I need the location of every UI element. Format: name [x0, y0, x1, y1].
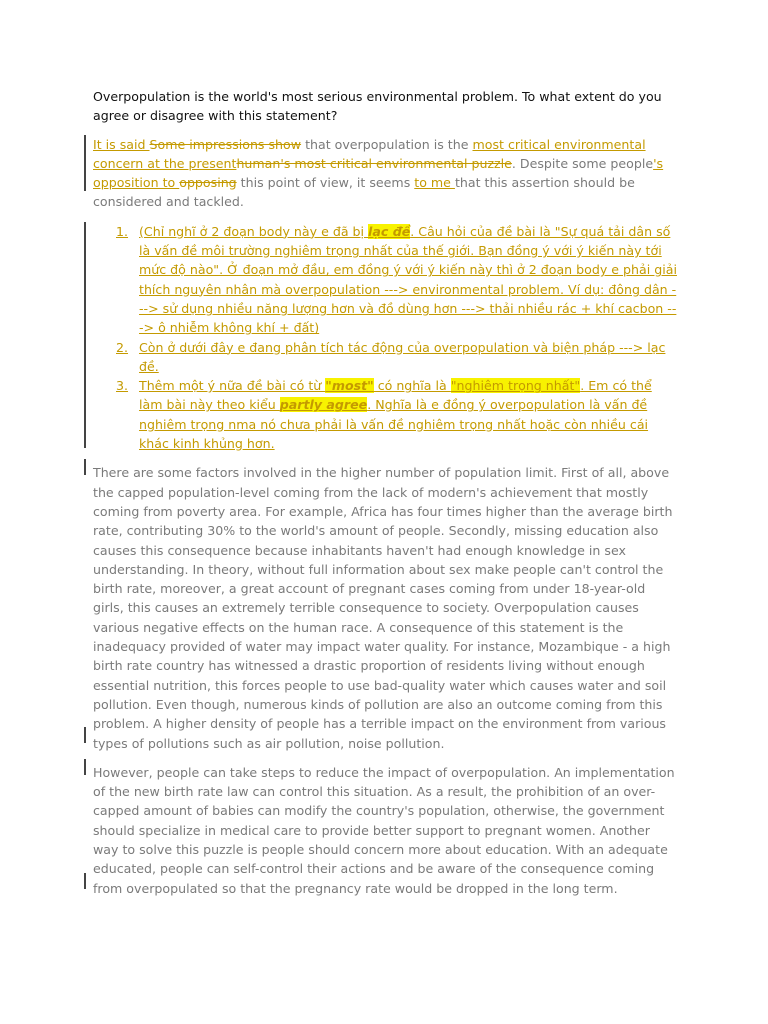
inserted-text: 's opposition to	[93, 155, 664, 191]
note-text: Còn ở dưới đây e đang phân tích tác động của overpopulation và biện pháp ---> lạc đề.	[139, 339, 666, 374]
note-item	[93, 376, 678, 453]
note-text: . Em có thể làm bài này theo kiểu	[139, 378, 652, 413]
note-text: có nghĩa là	[373, 378, 451, 394]
intro-text: . Despite some people	[511, 155, 654, 171]
deleted-text: Some impressions show	[149, 136, 302, 152]
intro-paragraph	[93, 135, 678, 212]
deleted-text: human's most critical environmental puzzle	[236, 155, 512, 171]
note-text: Thêm một ý nữa đề bài có từ	[139, 378, 326, 394]
intro-text: this point of view, it seems	[236, 175, 415, 191]
highlighted-text: "nghiêm trọng nhất"	[450, 378, 581, 394]
body-paragraph-text: There are some factors involved in the higher number of population limit. First of all, above the capped population-level coming from the lack of modern's achievement that mostly coming from poverty area. For example, Africa has four times higher than the average birth rate, contributing 30% to the world's amount of people. Secondly, missing education also causes this consequence because inhabitants haven't had enough knowledge in sex understanding. In theory, without full information about sex make people can't control the birth rate, moreover, a great account of pregnant cases coming from under 18-year-old girls, this causes an extremely terrible consequence to society. Overpopulation causes various negative effects on the human race. A consequence of this statement is the inadequacy provided of water may impact water quality. For instance, Mozambique - a high birth rate country has witnessed a drastic proportion of residents living without enough essential nutrition, this forces people to use bad-quality water which causes water and soil pollution. Even though, numerous kinds of pollution are also an outcome coming from this problem. A higher density of people has a terrible impact on the environment from various types of pollutions such as air pollution, noise pollution.	[93, 465, 673, 751]
note-number: 1.	[116, 223, 129, 239]
intro-text: that this assertion should be considered and tackled.	[93, 175, 635, 210]
change-bar	[84, 135, 86, 191]
essay-prompt: Overpopulation is the world's most serious environmental problem. To what extent do you agree or disagree with this statement?	[93, 89, 662, 124]
inserted-text: It is said	[93, 136, 150, 152]
change-bar	[84, 222, 86, 448]
inserted-text: most critical environmental concern at the present	[93, 136, 646, 171]
reviewer-notes-list	[93, 222, 678, 454]
body-paragraph-1	[93, 463, 678, 752]
note-text: . Câu hỏi của đề bài là "Sự quá tải dân số là vấn đề môi trường nghiêm trọng nhất của thế giới. Bạn đồng ý với ý kiến này tới mức độ nào". Ở đoạn mở đầu, em đồng ý với ý kiến này thì ở 2 đoạn body e phải giải thích nguyên nhân mà overpopulation ---> environmental problem. Ví dụ: đông dân ---> sử dụng nhiều năng lượng hơn và đồ dùng hơn ---> thải nhiều rác + khí cacbon ---> ô nhiễm không khí + đất)	[139, 223, 677, 336]
note-item	[93, 338, 678, 377]
body-paragraph-text: However, people can take steps to reduce the impact of overpopulation. An implementation of the new birth rate law can control this situation. As a result, the prohibition of an over-capped amount of babies can modify the country's population, otherwise, the government should specialize in medical care to provide better support to pregnant women. Another way to solve this puzzle is people should concern more about education. With an adequate educated, people can self-control their actions and be aware of the consequence coming from overpopulated so that the pregnancy rate would be dropped in the long term.	[93, 764, 675, 896]
note-number: 2.	[116, 339, 129, 355]
body-paragraph-2	[93, 763, 678, 898]
document-page	[93, 87, 678, 908]
inserted-text: to me	[414, 175, 455, 191]
change-bar	[84, 759, 86, 775]
change-bar	[84, 727, 86, 743]
change-bar	[84, 459, 86, 475]
note-text: . Nghĩa là e đồng ý overpopulation là vấn đề nghiêm trọng nma nó chưa phải là vấn đề nghiêm trọng nhất hoặc còn nhiều cái khác kinh khủng hơn.	[139, 397, 649, 452]
note-item	[93, 222, 678, 338]
note-text: (Chỉ nghĩ ở 2 đoạn body này e đã bị	[139, 223, 369, 239]
deleted-text: opposing	[179, 175, 237, 191]
intro-text: that overpopulation is the	[301, 136, 473, 152]
highlighted-text: lạc đề	[368, 223, 411, 239]
highlighted-text: partly agree	[279, 397, 368, 413]
change-bar	[84, 873, 86, 889]
highlighted-text: "most"	[325, 378, 374, 394]
note-number: 3.	[116, 378, 129, 394]
